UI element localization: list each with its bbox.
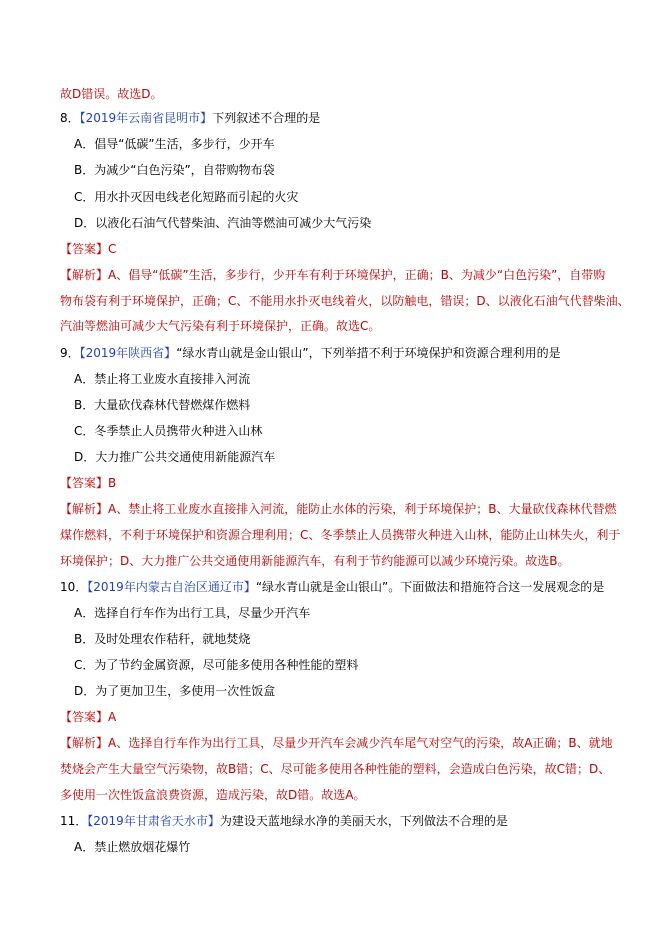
question-text: “绿水青山就是金山银山”，下列举措不利于环境保护和资源合理利用的是 [176, 346, 561, 360]
answer [60, 709, 116, 725]
answer-label: 【答案】 [60, 710, 109, 724]
answer-value: C [108, 242, 117, 256]
question-10-stem [60, 579, 604, 595]
answer-label: 【答案】 [60, 242, 109, 256]
previous-answer-tail: 故D错误。故选D。 [60, 87, 163, 101]
answer-value: B [108, 476, 117, 490]
question-number: 9． [60, 346, 80, 360]
option-a: A．禁止将工业废水直接排入河流 [74, 372, 251, 386]
option-c: C．用水扑灭因电线老化短路而引起的火灾 [74, 190, 299, 204]
question-text: 下列叙述不合理的是 [212, 111, 321, 125]
answer [60, 475, 116, 491]
question-text: 为建设天蓝地绿水净的美丽天水，下列做法不合理的是 [219, 814, 508, 828]
option-b: B．及时处理农作秸秆，就地焚烧 [74, 632, 251, 646]
answer [60, 241, 116, 257]
question-number: 11． [60, 814, 88, 828]
question-text: “绿水青山就是金山银山”。下面做法和措施符合这一发展观念的是 [255, 580, 605, 594]
analysis-line: 焚烧会产生大量空气污染物，故B错；C、尽可能多使用各种性能的塑料，会造成白色污染，故C错；D、 [60, 762, 611, 776]
analysis-line: 煤作燃料，不利于环境保护和资源合理利用；C、冬季禁止人员携带火种进入山林，能防止山林失火，利于 [60, 528, 621, 542]
option-a: A．倡导“低碳”生活，多步行，少开车 [74, 137, 275, 151]
source-tag: 【2019年内蒙古自治区通辽市】 [87, 580, 256, 594]
source-tag: 【2019年云南省昆明市】 [79, 111, 213, 125]
question-number: 10． [60, 580, 88, 594]
analysis-line: 汽油等燃油可减少大气污染有利于环境保护，正确。故选C。 [60, 319, 381, 333]
question-9-stem [60, 345, 561, 361]
analysis-line: 【解析】A、倡导“低碳”生活，多步行，少开车有利于环境保护，正确；B、为减少“白色污染”，自带购 [60, 268, 606, 282]
analysis-line: 【解析】A、选择自行车作为出行工具，尽量少开汽车会减少汽车尾气对空气的污染，故A正确；B、就地 [60, 736, 613, 750]
option-d: D．大力推广公共交通使用新能源汽车 [74, 450, 276, 464]
option-c: C．为了节约金属资源，尽可能多使用各种性能的塑料 [74, 658, 359, 672]
option-d: D．为了更加卫生，多使用一次性饭盒 [74, 684, 276, 698]
option-a: A．选择自行车作为出行工具，尽量少开汽车 [74, 606, 311, 620]
option-b: B．大量砍伐森林代替燃煤作燃料 [74, 398, 251, 412]
question-11-stem [60, 813, 508, 829]
analysis-line: 多使用一次性饭盒浪费资源，造成污染，故D错。故选A。 [60, 788, 366, 802]
answer-label: 【答案】 [60, 476, 109, 490]
source-tag: 【2019年陕西省】 [79, 346, 177, 360]
analysis-line: 环境保护；D、大力推广公共交通使用新能源汽车，有利于节约能源可以减少环境污染。故选B。 [60, 554, 570, 568]
option-c: C．冬季禁止人员携带火种进入山林 [74, 424, 263, 438]
answer-value: A [108, 710, 117, 724]
option-b: B．为减少“白色污染”，自带购物布袋 [74, 163, 275, 177]
source-tag: 【2019年甘肃省天水市】 [87, 814, 220, 828]
question-number: 8． [60, 111, 80, 125]
question-8-stem [60, 110, 320, 126]
option-d: D．以液化石油气代替柴油、汽油等燃油可减少大气污染 [74, 216, 372, 230]
option-a: A．禁止燃放烟花爆竹 [74, 840, 191, 854]
analysis-line: 物布袋有利于环境保护，正确；C、不能用水扑灭电线着火，以防触电，错误；D、以液化石油气代替柴油、 [60, 294, 630, 308]
analysis-line: 【解析】A、禁止将工业废水直接排入河流，能防止水体的污染，利于环境保护；B、大量砍伐森林代替燃 [60, 502, 617, 516]
